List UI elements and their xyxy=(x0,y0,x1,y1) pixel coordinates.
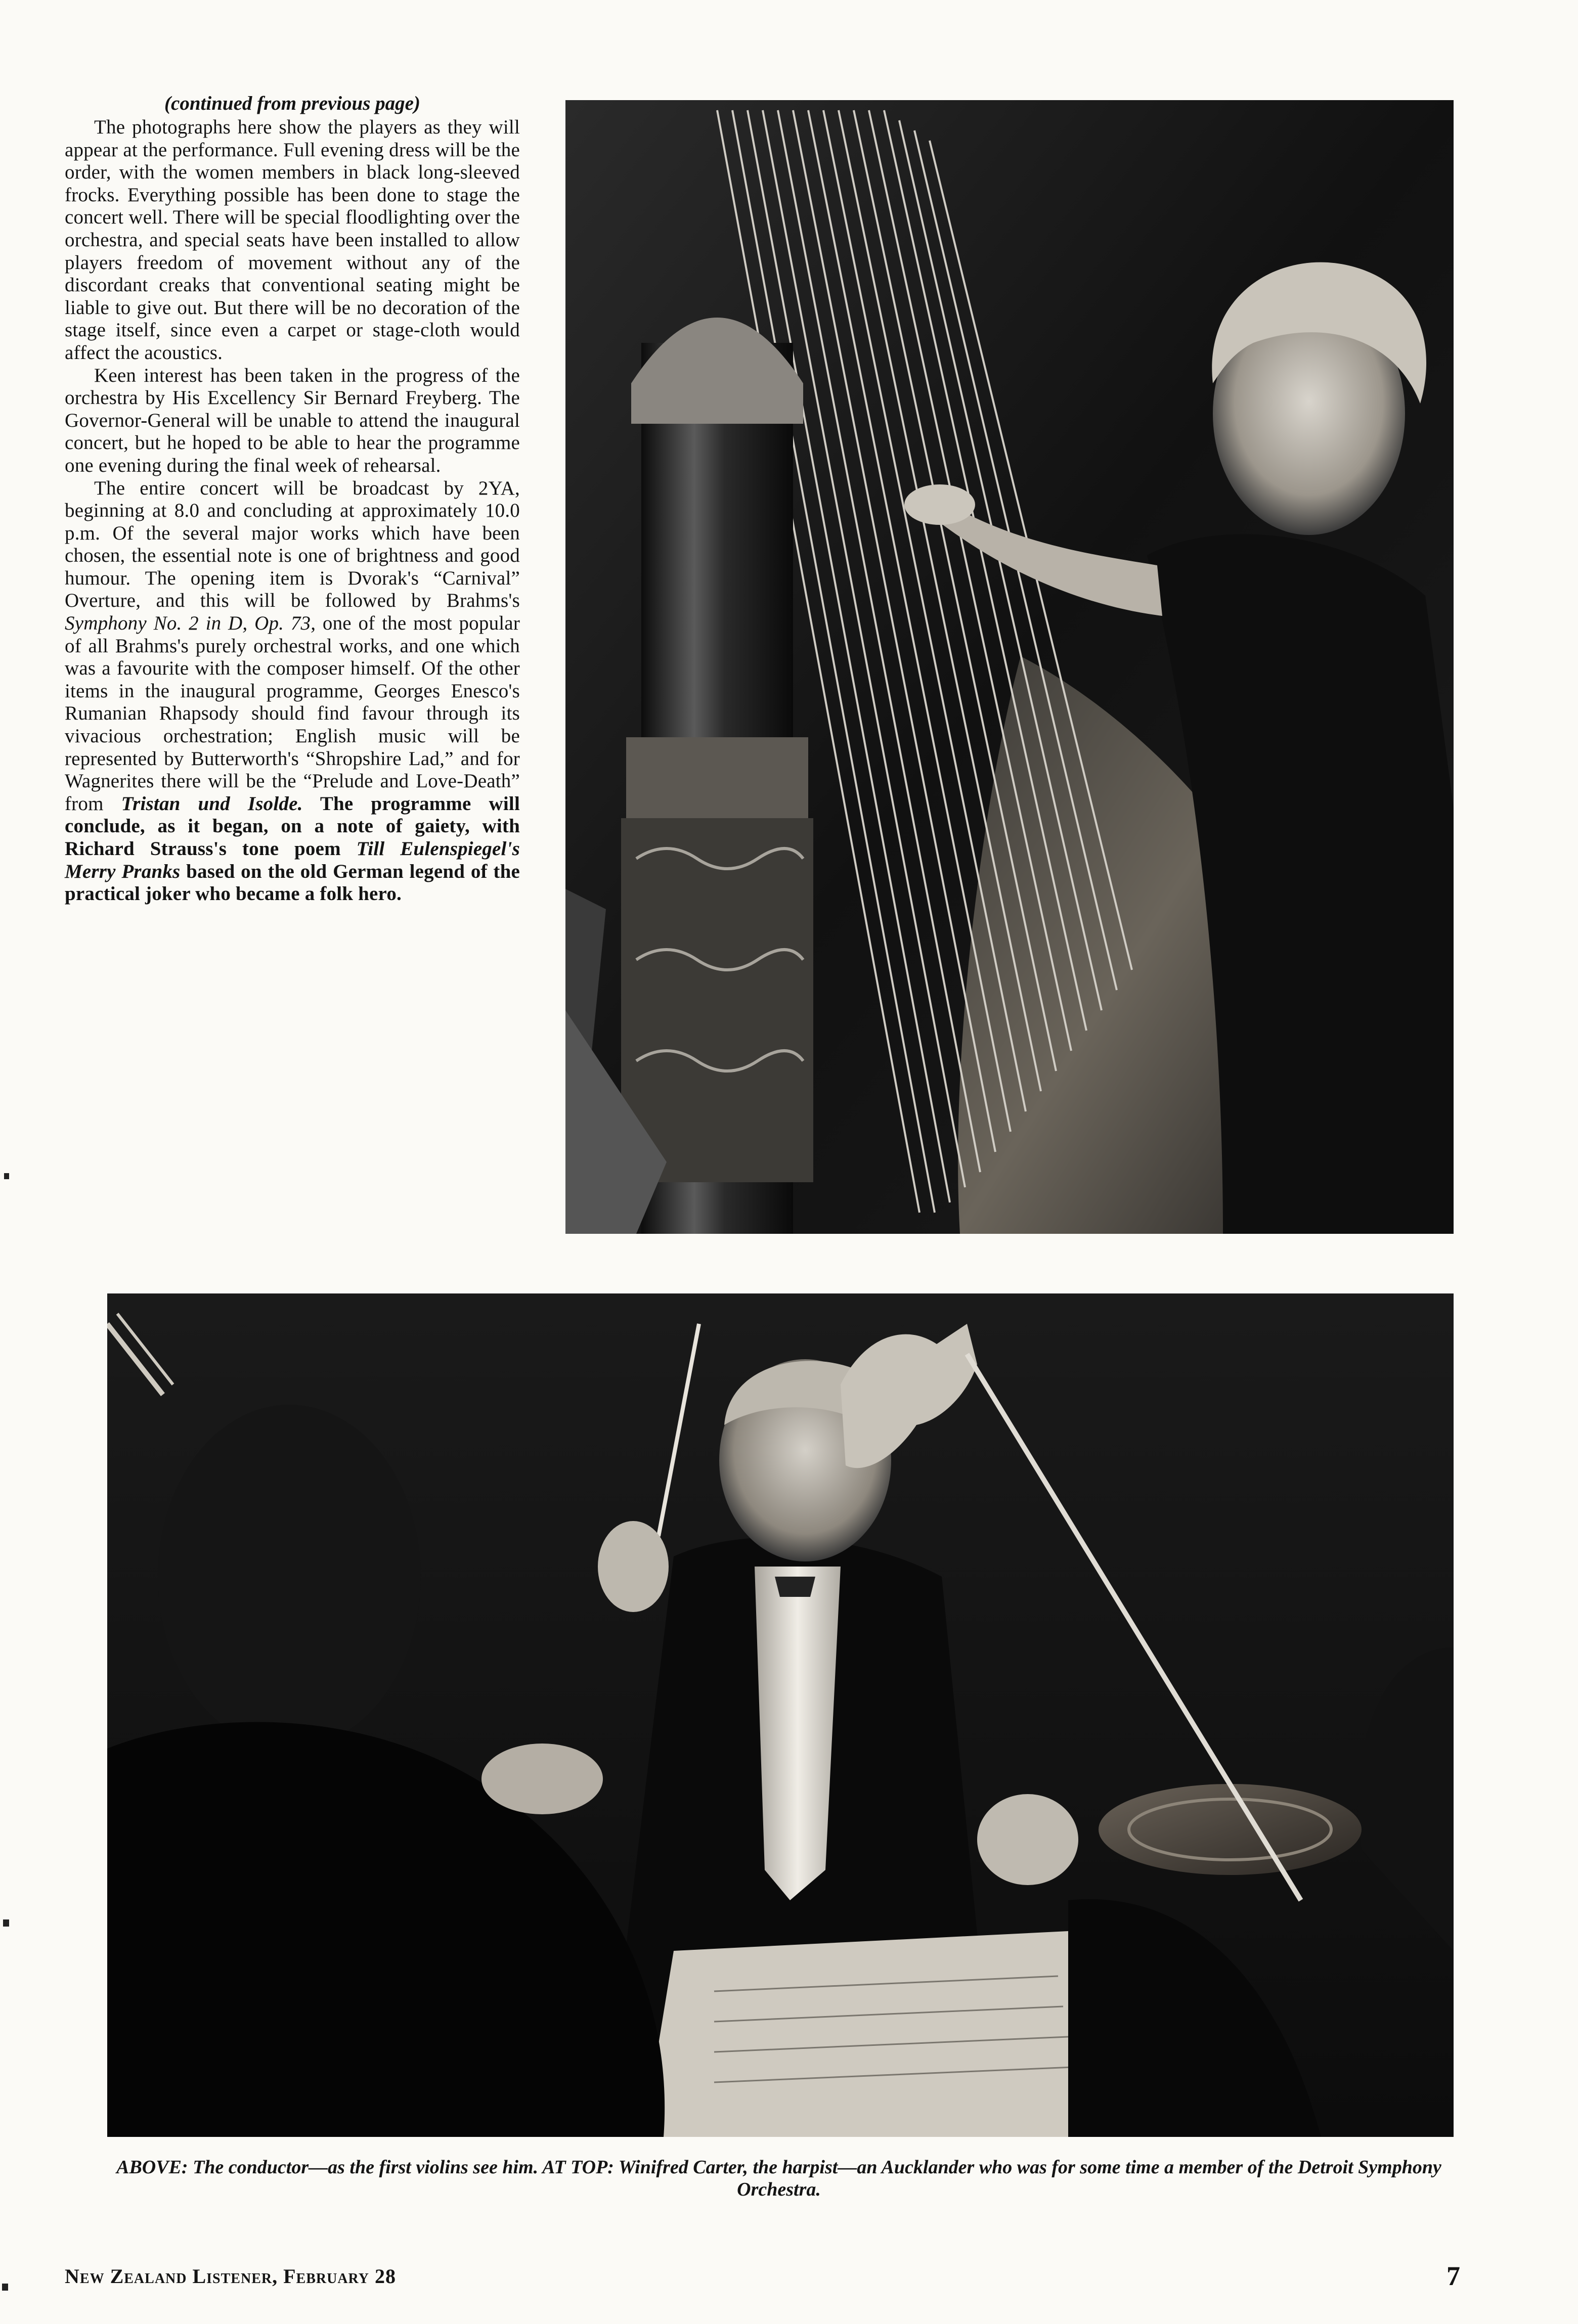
paragraph-3-text-e: The programme will conclude, as it began, on a note of gaiety, with Richard Strauss's tone poem xyxy=(65,792,520,860)
till-title: Till Eulenspiegel's Merry Pranks xyxy=(65,838,520,882)
paragraph-3-text-g: based on the old German legend of the practical joker who became a folk hero. xyxy=(65,860,520,905)
conductor-photo-image xyxy=(107,1293,1454,2137)
continued-note: (continued from previous page) xyxy=(164,93,420,114)
margin-mark xyxy=(3,1919,9,1927)
paragraph-1: The photographs here show the players as they will appear at the performance. Full evening dress will be the order, with the women members in black long-sleeved frocks. Everything possible has been done to stage the concert well. There will be special floodlighting over the orchestra, and special seats have been installed to allow players freedom of movement without any of the discordant creaks that conventional seating might be liable to give out. But there will be no decoration of the stage itself, since even a carpet or stage-cloth would affect the acoustics. xyxy=(65,116,520,364)
publication-line: New Zealand Listener, February 28 xyxy=(65,2265,396,2288)
photo-caption: ABOVE: The conductor—as the first violins see him. AT TOP: Winifred Carter, the harpist—an Aucklander who was for some time a member of the Detroit Symphony Orchestra. xyxy=(116,2157,1441,2200)
harpist-photo xyxy=(565,100,1454,1234)
page-number: 7 xyxy=(1446,2261,1461,2291)
symphony-title: Symphony No. 2 in D, Op. 73, xyxy=(65,612,316,635)
tristan-title: Tristan und Isolde. xyxy=(121,792,303,815)
page-footer xyxy=(65,2261,1461,2295)
paragraph-3-text-c: one of the most popular of all Brahms's purely orchestral works, and one which was a favourite with the composer himself. Of the other items in the inaugural programme, Georges Enesco's Rumanian Rhapsody should find favour through its vivacious orchestration; English music will be represented by Butterworth's “Shropshire Lad,” and for Wagnerites there will be the “Prelude and Love-Death” from xyxy=(65,612,520,815)
article-column xyxy=(65,92,520,906)
conductor-photo xyxy=(107,1293,1454,2137)
paragraph-2: Keen interest has been taken in the progress of the orchestra by His Excellency Sir Bernard Freyberg. The Governor-General will be unable to attend the inaugural concert, but he hoped to be able to hear the programme one evening during the final week of rehearsal. xyxy=(65,364,520,476)
margin-mark xyxy=(2,2284,8,2291)
margin-mark xyxy=(4,1173,9,1179)
paragraph-3-text-a: The entire concert will be broadcast by 2YA, beginning at 8.0 and concluding at approximately 10.0 p.m. Of the several major works which have been chosen, the essential note is one of brightness and good humour. The opening item is Dvorak's “Carnival” Overture, and this will be followed by Brahms's xyxy=(65,477,520,612)
paragraph-3 xyxy=(65,477,520,906)
harpist-photo-image xyxy=(565,100,1454,1234)
